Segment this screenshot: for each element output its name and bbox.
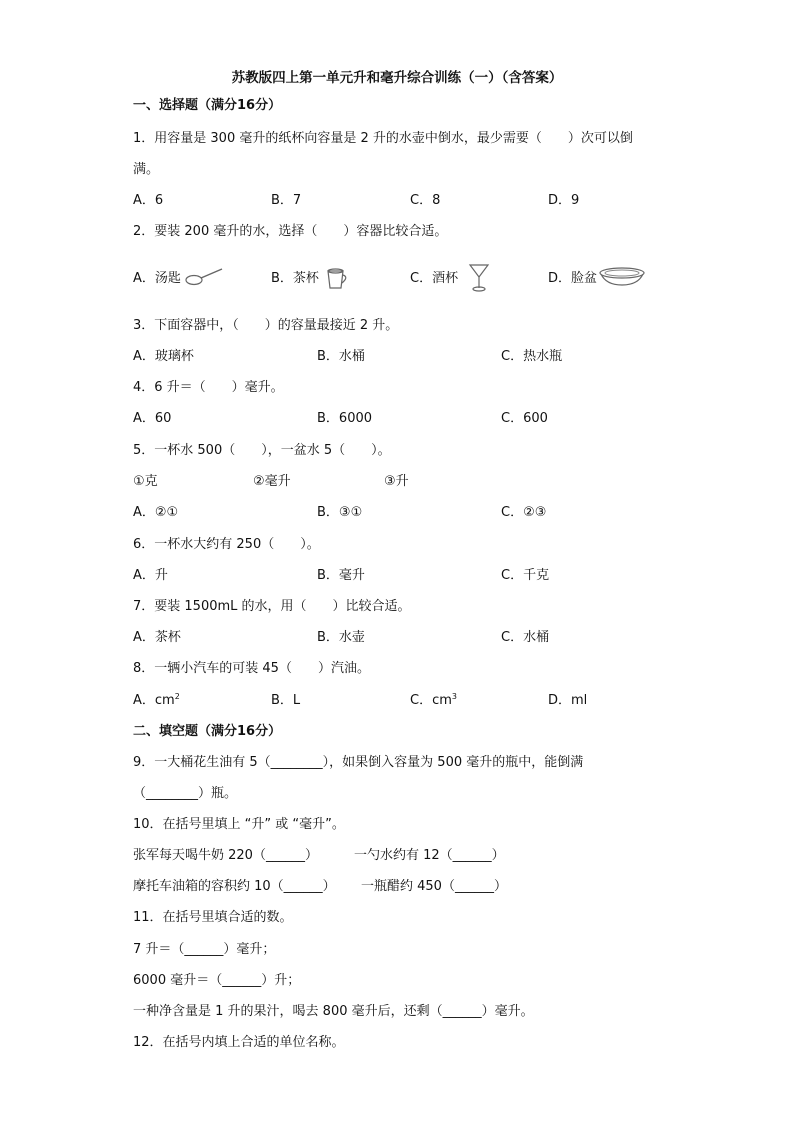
question-11-stem: 11．在括号里填合适的数。 — [133, 910, 293, 925]
question-4-stem: 4．6 升＝（ ）毫升。 — [133, 380, 284, 395]
question-6-stem: 6．一杯水大约有 250（ ）。 — [133, 537, 320, 552]
q5-option-b: B．③① — [317, 505, 363, 520]
q5-option-c: C．②③ — [501, 505, 547, 520]
q7-option-b: B．水壶 — [317, 630, 365, 645]
question-5-stem: 5．一杯水 500（ ），一盆水 5（ ）。 — [133, 443, 391, 458]
q8-option-b: B．L — [271, 693, 301, 708]
q8-option-c-superscript: 3 — [451, 692, 457, 701]
q11-item-2: 6000 毫升＝（______）升； — [133, 973, 301, 988]
q3-option-b: B．水桶 — [317, 349, 365, 364]
section-heading-choice: 一、选择题（满分16分） — [133, 98, 282, 113]
question-10-stem: 10．在括号里填上 “升” 或 “毫升”。 — [133, 817, 345, 832]
q2-option-c: C．酒杯 — [410, 271, 459, 286]
q1-option-b: B．7 — [271, 193, 302, 208]
q4-option-a: A．60 — [133, 411, 172, 426]
section-heading-fill: 二、填空题（满分16分） — [133, 724, 282, 739]
q5-choice-2: ②毫升 — [253, 474, 291, 489]
q10-item-fuel-tank: 摩托车油箱的容积约 10（______） — [133, 879, 336, 894]
q1-option-a: A．6 — [133, 193, 164, 208]
q8-option-d: D．ml — [548, 693, 588, 708]
q8-option-a-superscript: 2 — [174, 692, 180, 701]
q5-choice-3: ③升 — [384, 474, 409, 489]
question-1-stem: 1．用容量是 300 毫升的纸杯向容量是 2 升的水壶中倒水，最少需要（ ）次可以倒 — [133, 131, 633, 146]
question-12-stem: 12．在括号内填上合适的单位名称。 — [133, 1035, 345, 1050]
q4-option-b: B．6000 — [317, 411, 373, 426]
question-2-stem: 2．要装 200 毫升的水，选择（ ）容器比较合适。 — [133, 224, 448, 239]
question-3-stem: 3．下面容器中，（ ）的容量最接近 2 升。 — [133, 318, 399, 333]
q10-item-spoon: 一勺水约有 12（______） — [354, 848, 505, 863]
q10-item-vinegar: 一瓶醋约 450（______） — [361, 879, 507, 894]
q3-option-c: C．热水瓶 — [501, 349, 563, 364]
q2-option-d: D．脸盆 — [548, 271, 598, 286]
question-8-stem: 8．一辆小汽车的可装 45（ ）汽油。 — [133, 661, 370, 676]
wine-glass-icon — [468, 263, 490, 293]
question-1-stem-cont: 满。 — [133, 162, 160, 177]
spoon-icon — [185, 266, 225, 288]
q3-option-a: A．玻璃杯 — [133, 349, 194, 364]
tea-cup-icon — [325, 267, 351, 291]
q1-option-d: D．9 — [548, 193, 580, 208]
q5-choice-1: ①克 — [133, 474, 158, 489]
q6-option-b: B．毫升 — [317, 568, 365, 583]
q2-option-a: A．汤匙 — [133, 271, 181, 286]
q5-option-a: A．②① — [133, 505, 179, 520]
question-9-stem: 9．一大桶花生油有 5（________），如果倒入容量为 500 毫升的瓶中，能倒满 — [133, 755, 584, 770]
q8-option-a: A．$cm^2$ — [133, 692, 180, 708]
q10-item-milk: 张军每天喝牛奶 220（______） — [133, 848, 318, 863]
q6-option-c: C．千克 — [501, 568, 550, 583]
q7-option-a: A．茶杯 — [133, 630, 181, 645]
q8-option-c: C．$cm^3$ — [410, 692, 457, 708]
page-title: 苏教版四上第一单元升和毫升综合训练（一）（含答案） — [231, 70, 563, 86]
q2-option-b: B．茶杯 — [271, 271, 319, 286]
q1-option-c: C．8 — [410, 193, 441, 208]
q6-option-a: A．升 — [133, 568, 168, 583]
q11-item-1: 7 升＝（______）毫升； — [133, 942, 276, 957]
q11-item-3: 一种净含量是 1 升的果汁，喝去 800 毫升后，还剩（______）毫升。 — [133, 1004, 534, 1019]
q4-option-c: C．600 — [501, 411, 548, 426]
question-7-stem: 7．要装 1500mL 的水，用（ ）比较合适。 — [133, 599, 411, 614]
washbasin-icon — [598, 266, 646, 288]
q7-option-c: C．水桶 — [501, 630, 550, 645]
question-9-stem-cont: （________）瓶。 — [133, 786, 238, 801]
